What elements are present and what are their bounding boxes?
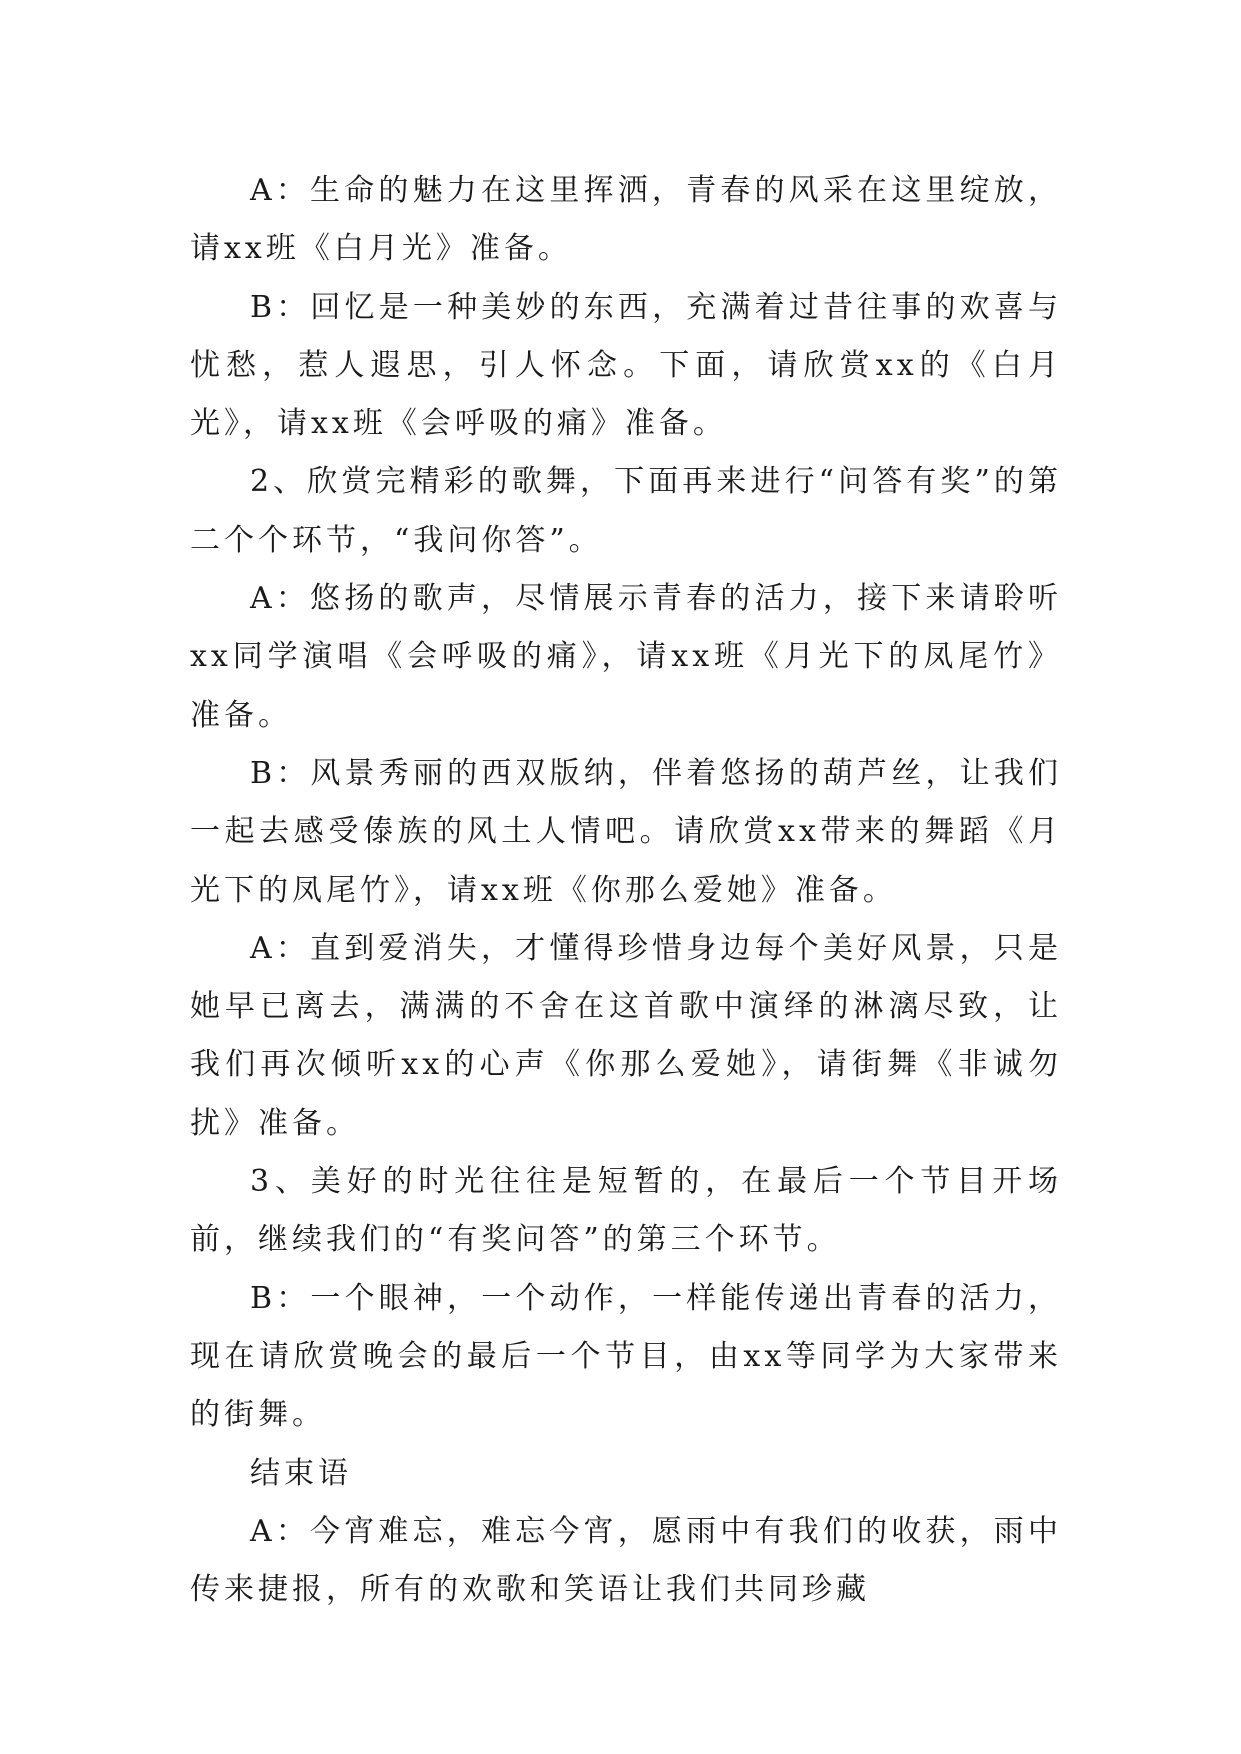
paragraph-a-opening: A：生命的魅力在这里挥洒，青春的风采在这里绽放，请xx班《白月光》准备。 [190,173,1062,267]
closing-heading: 结束语 [250,1455,352,1491]
paragraph-a-closing: A：今宵难忘，难忘今宵，愿雨中有我们的收获，雨中传来捷报，所有的欢歌和笑语让我们共同珍藏 [190,1513,1062,1608]
paragraph-b-dance: B：风景秀丽的西双版纳，伴着悠扬的葫芦丝，让我们一起去感受傣族的风土人情吧。请欣赏xx带来的舞蹈《月光下的凤尾竹》，请xx班《你那么爱她》准备。 [190,755,1062,908]
paragraph-b-memories: B：回忆是一种美妙的东西，充满着过昔往事的欢喜与忧愁，惹人遐思，引人怀念。下面，请欣赏xx的《白月光》，请xx班《会呼吸的痛》准备。 [190,289,1062,442]
paragraph-a-song: A：悠扬的歌声，尽情展示青春的活力，接下来请聆听xx同学演唱《会呼吸的痛》，请xx班《月光下的凤尾竹》准备。 [190,581,1062,733]
document-body [190,162,1062,1619]
paragraph-section-3: 3、美好的时光往往是短暂的，在最后一个节目开场前，继续我们的“有奖问答”的第三个环节。 [190,1164,1062,1258]
paragraph-section-2: 2、欣赏完精彩的歌舞，下面再来进行“问答有奖”的第二个个环节，“我问你答”。 [190,464,1062,558]
paragraph-a-love: A：直到爱消失，才懂得珍惜身边每个美好风景，只是她早已离去，满满的不舍在这首歌中演绎的淋漓尽致，让我们再次倾听xx的心声《你那么爱她》，请街舞《非诚勿扰》准备。 [190,930,1062,1141]
paragraph-b-street-dance: B：一个眼神，一个动作，一样能传递出青春的活力，现在请欣赏晚会的最后一个节目，由xx等同学为大家带来的街舞。 [190,1280,1062,1433]
